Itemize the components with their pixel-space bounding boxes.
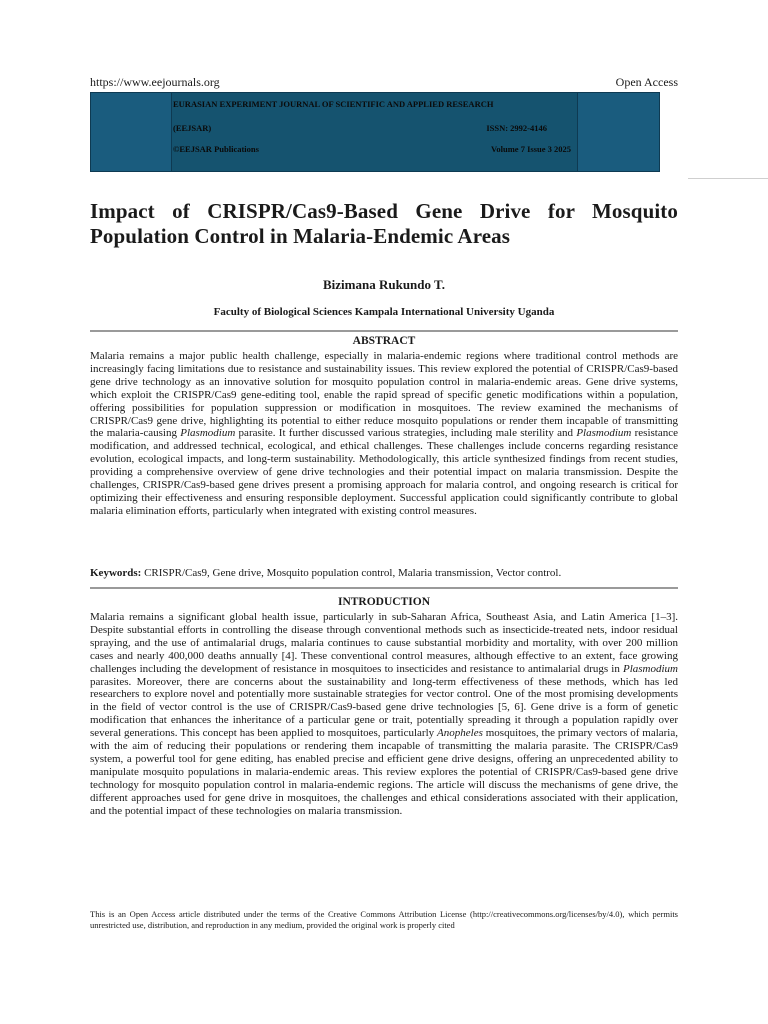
journal-url[interactable]: https://www.eejournals.org bbox=[90, 75, 220, 89]
intro-italic-1: Plasmodium bbox=[623, 662, 678, 675]
intro-part-2: parasites. Moreover, there are concerns about the sustainability and long-term effectiveness of these methods, which has led researchers to explore novel and potentially more sustainable strategies for vector control. One of the most promising developments in the field of vector control is the use of CRISPR/Cas9-based gene drive technologies [5, 6]. Gene drive is a form of genetic modification that enhances the inheritance of a particular gene or trait, potentially spreading it through a population rapidly over several generations. This concept has been applied to mosquitoes, particularly bbox=[90, 675, 678, 740]
abstract-part-1: Malaria remains a major public health challenge, especially in malaria-endemic regions where traditional control methods are increasingly facing limitations due to resistance and sustainability issues. This review explored the potential of CRISPR/Cas9-based gene drive technology as an innovative solution for mosquito population control in malaria-endemic areas. Gene drive systems, which exploit the CRISPR/Cas9 gene-editing tool, enable the rapid spread of specific genetic modifications within a population, offering possibilities for population suppression or modification in mosquitoes. The review examined the mechanisms of CRISPR/Cas9 gene drive, highlighting its potential to either reduce mosquito populations or render them incapable of transmitting the malaria-causing bbox=[90, 350, 678, 440]
article-title: Impact of CRISPR/Cas9-Based Gene Drive for Mosquito Population Control in Malaria-Endemic Areas bbox=[90, 199, 678, 248]
keywords-list: CRISPR/Cas9, Gene drive, Mosquito population control, Malaria transmission, Vector control. bbox=[141, 567, 562, 579]
banner-row-2 bbox=[173, 123, 573, 133]
journal-volume: Volume 7 Issue 3 2025 bbox=[491, 144, 571, 154]
introduction-text bbox=[90, 611, 678, 818]
abstract-text bbox=[90, 350, 678, 518]
introduction-heading: INTRODUCTION bbox=[337, 596, 430, 608]
article-author: Bizimana Rukundo T. bbox=[323, 277, 445, 292]
intro-part-1: Malaria remains a significant global health issue, particularly in sub-Saharan Africa, Southeast Asia, and Latin America [1–3]. Despite substantial efforts in controlling the disease through conventional methods such as insecticide-treated nets, indoor residual spraying, and the use of antimalarial drugs, malaria continues to cause substantial morbidity and mortality, with over 200 million cases and nearly 400,000 deaths annually [4]. These conventional control measures, although effective to an extent, face growing challenges including the development of resistance in mosquitoes to insecticides and resistance to antimalarial drugs in bbox=[90, 611, 678, 675]
journal-abbrev: (EEJSAR) bbox=[173, 123, 212, 133]
abstract-divider-top bbox=[90, 330, 678, 332]
journal-banner bbox=[90, 92, 660, 172]
abstract-part-3: resistance modification, and addressed technical, ecological, and ethical challenges. These challenges include concerns regarding resistance evolution, ecological impacts, and long-term sustainability. Methodologically, this article synthesized findings from recent studies, providing a comprehensive overview of gene drive technologies and their potential impact on malaria transmission. Despite the challenges, CRISPR/Cas9-based gene drives present a promising approach for malaria control, and ongoing research is critical for optimizing their effectiveness and ensuring responsible deployment. Successful application could significantly contribute to global malaria elimination efforts, particularly when integrated with existing control measures. bbox=[90, 427, 678, 517]
abstract-italic-2: Plasmodium bbox=[576, 427, 632, 440]
open-access-label: Open Access bbox=[615, 75, 678, 89]
banner-row-1 bbox=[173, 99, 573, 109]
abstract-italic-1: Plasmodium bbox=[180, 427, 236, 440]
side-rule bbox=[688, 178, 768, 179]
abstract-part-2: parasite. It further discussed various strategies, including male sterility and bbox=[235, 427, 577, 440]
author-affiliation: Faculty of Biological Sciences Kampala International University Uganda bbox=[213, 306, 555, 318]
intro-italic-2: Anopheles bbox=[437, 727, 483, 740]
journal-issn: ISSN: 2992-4146 bbox=[486, 123, 547, 133]
publisher-label: ©EEJSAR Publications bbox=[173, 144, 259, 154]
intro-divider-top bbox=[90, 587, 678, 589]
banner-row-3 bbox=[173, 144, 573, 154]
keywords-line bbox=[90, 567, 678, 580]
intro-part-3: mosquitoes, the primary vectors of malaria, with the aim of reducing their populations or rendering them incapable of transmitting the malaria parasite. The CRISPR/Cas9 system, a powerful tool for gene editing, has enabled precise and efficient gene drive designs, offering an unprecedented ability to manipulate mosquito populations in malaria-endemic areas. This review explores the potential of CRISPR/Cas9-based gene drive technology for mosquito population control in malaria-endemic regions. The article will discuss the mechanisms of gene drive, the different approaches used for gene drive in mosquitoes, the challenges and ethical considerations associated with their application, and the potential impact of these technologies on malaria transmission. bbox=[90, 727, 678, 817]
license-footer: This is an Open Access article distributed under the terms of the Creative Commons Attribution License (http://creativecommons.org/licenses/by/4.0), which permits unrestricted use, distribution, and reproduction in any medium, provided the original work is properly cited bbox=[90, 909, 678, 930]
journal-name: EURASIAN EXPERIMENT JOURNAL OF SCIENTIFIC AND APPLIED RESEARCH bbox=[173, 99, 494, 109]
page-header bbox=[90, 75, 678, 89]
abstract-heading: ABSTRACT bbox=[352, 335, 416, 347]
keywords-label: Keywords: bbox=[90, 567, 142, 579]
